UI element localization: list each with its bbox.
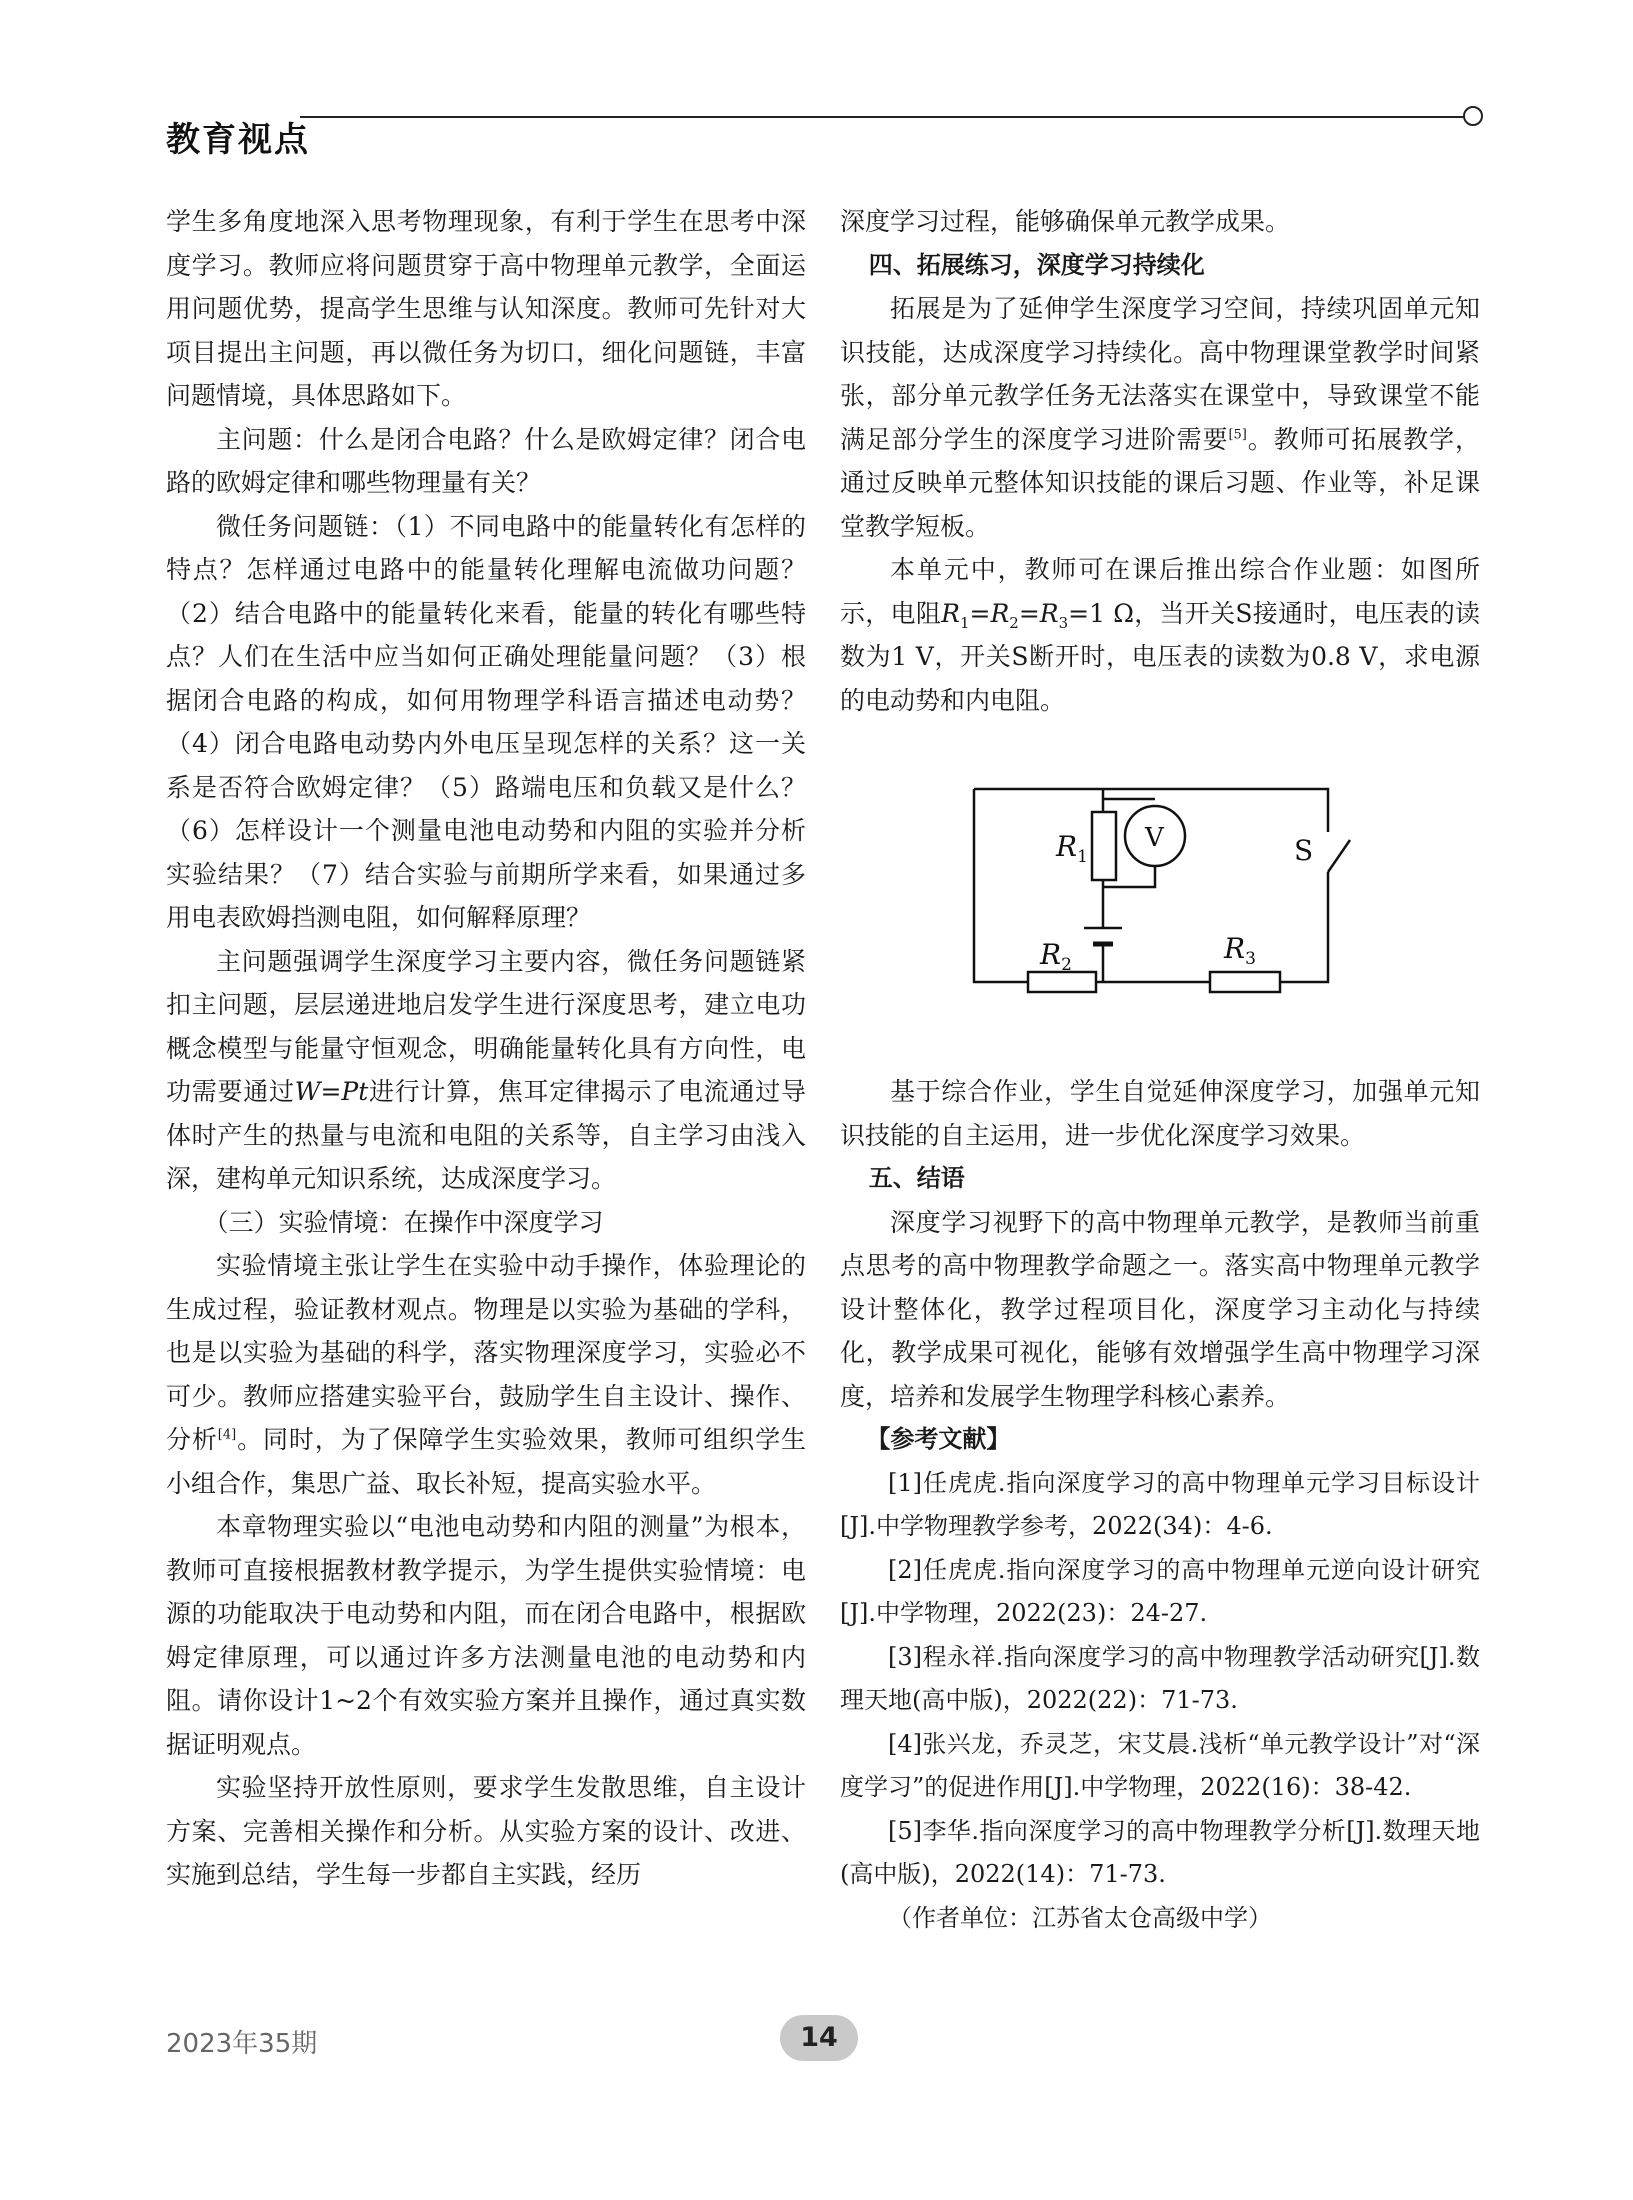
- paragraph: 深度学习过程，能够确保单元教学成果。: [840, 207, 1291, 236]
- circuit-svg: [840, 732, 1480, 1062]
- paragraph: 深度学习视野下的高中物理单元教学，是教师当前重点思考的高中物理教学命题之一。落实高中物理单元教学设计整体化，教学过程项目化，深度学习主动化与持续化，教学成果可视化，能够有效增强学生高中物理学习深度，培养和发展学生物理学科核心素养。: [840, 1207, 1480, 1411]
- header-rule: [300, 116, 1465, 118]
- paragraph: 学生多角度地深入思考物理现象，有利于学生在思考中深度学习。教师应将问题贯穿于高中物理单元教学，全面运用问题优势，提高学生思维与认知深度。教师可先针对大项目提出主问题，再以微任务为切口，细化问题链，丰富问题情境，具体思路如下。: [166, 207, 806, 410]
- paragraph: 主问题：什么是闭合电路？什么是欧姆定律？闭合电路的欧姆定律和哪些物理量有关？: [166, 424, 806, 497]
- label-r1: [1055, 830, 1088, 867]
- paragraph: 微任务问题链：（1）不同电路中的能量转化有怎样的特点？怎样通过电路中的能量转化理解电流做功问题？（2）结合电路中的能量转化来看，能量的转化有哪些特点？人们在生活中应当如何正确处理能量问题？（3）根据闭合电路的构成，如何用物理学科语言描述电动势？（4）闭合电路电动势内外电压呈现怎样的关系？这一关系是否符合欧姆定律？（5）路端电压和负载又是什么？（6）怎样设计一个测量电池电动势和内阻的实验并分析实验结果？（7）结合实验与前期所学来看，如果通过多用电表欧姆挡测电阻，如何解释原理？: [166, 511, 806, 932]
- resistor-r3: [1210, 972, 1280, 992]
- label-r3-letter: R: [1224, 932, 1246, 965]
- text-run: =1 Ω，当开关S接通时，电压表的读数为1 V，开关S断开时，电压表的读数为0.8 V，求电源的电动势和内电阻。: [840, 598, 1480, 715]
- text-run: 进行计算，焦耳定律揭示了电流通过导体时产生的热量与电流和电阻的关系等，自主学习由浅入深，建构单元知识系统，达成深度学习。: [166, 1077, 806, 1193]
- wire-v-bottom: [1103, 866, 1155, 887]
- text-run: 主问题强调学生深度学习主要内容，微任务问题链紧扣主问题，层层递进地启发学生进行深度思考，建立电功概念模型与能量守恒观念，明确能量转化具有方向性，电功需要通过: [166, 946, 806, 1106]
- reference-item: [3]程永祥.指向深度学习的高中物理教学活动研究[J].数理天地(高中版)，2022(22)：71-73.: [840, 1642, 1480, 1714]
- paragraph: 本章物理实验以“电池电动势和内阻的测量”为根本，教师可直接根据教材教学提示，为学生提供实验情境：电源的功能取决于电动势和内阻，而在闭合电路中，根据欧姆定律原理，可以通过许多方法测量电池的电动势和内阻。请你设计1~2个有效实验方案并且操作，通过真实数据证明观点。: [166, 1512, 806, 1759]
- label-r2-sub: 2: [1061, 955, 1072, 975]
- reference-item: [5]李华.指向深度学习的高中物理教学分析[J].数理天地(高中版)，2022(14)：71-73.: [840, 1816, 1480, 1888]
- text-run: 实验情境主张让学生在实验中动手操作，体验理论的生成过程，验证教材观点。物理是以实验为基础的学科，也是以实验为基础的科学，落实物理深度学习，实验必不可少。教师应搭建实验平台，鼓励学生自主设计、操作、分析: [166, 1251, 806, 1454]
- wire-left-top: [974, 789, 1028, 982]
- label-r3-sub: 3: [1245, 949, 1256, 969]
- reference-item: [4]张兴龙，乔灵芝，宋艾晨.浅析“单元教学设计”对“深度学习”的促进作用[J].中学物理，2022(16)：38-42.: [840, 1729, 1480, 1801]
- switch-arm: [1328, 840, 1350, 872]
- label-r3: [1223, 932, 1256, 969]
- paragraph: 基于综合作业，学生自觉延伸深度学习，加强单元知识技能的自主运用，进一步优化深度学习效果。: [840, 1077, 1480, 1150]
- var-r: R: [1039, 598, 1059, 628]
- paragraph: [840, 548, 1480, 722]
- wire-right-bottom: [1280, 872, 1328, 982]
- section-title: 教育视点: [166, 120, 310, 160]
- citation: [5]: [1228, 427, 1247, 443]
- var-r: R: [990, 598, 1010, 628]
- text-run: 拓展是为了延伸学生深度学习空间，持续巩固单元知识技能，达成深度学习持续化。高中物理课堂教学时间紧张，部分单元教学任务无法落实在课堂中，导致课堂不能满足部分学生的深度学习进阶需要: [840, 294, 1480, 454]
- issue-label: 2023年35期: [166, 2029, 318, 2059]
- label-r1-letter: R: [1056, 830, 1078, 863]
- label-voltmeter: V: [1145, 823, 1164, 853]
- subscript: 3: [1058, 613, 1069, 632]
- sub-heading: （三）实验情境：在操作中深度学习: [203, 1207, 604, 1237]
- resistor-r1: [1092, 812, 1116, 880]
- paragraph: [166, 1244, 806, 1505]
- equals-sign: =: [1018, 598, 1040, 628]
- label-r2: [1039, 938, 1072, 975]
- section-heading: 五、结语: [868, 1164, 965, 1192]
- author-unit: （作者单位：江苏省太仓高级中学）: [888, 1903, 1272, 1932]
- var-r: R: [941, 598, 960, 628]
- paragraph: [840, 287, 1480, 548]
- page-number: 14: [780, 2015, 858, 2061]
- text-run: 本单元中，教师可在课后推出综合作业题：如图所示，电阻: [840, 555, 1480, 628]
- formula: W=Pt: [294, 1077, 369, 1106]
- section-heading: 四、拓展练习，深度学习持续化: [868, 250, 1205, 279]
- reference-item: [2]任虎虎.指向深度学习的高中物理单元逆向设计研究[J].中学物理，2022(23)：24-27.: [840, 1555, 1480, 1627]
- circuit-diagram: [840, 732, 1480, 1062]
- resistor-r2: [1028, 972, 1096, 992]
- paragraph: 实验坚持开放性原则，要求学生发散思维，自主设计方案、完善相关操作和分析。从实验方案的设计、改进、实施到总结，学生每一步都自主实践，经历: [166, 1773, 806, 1889]
- header-circle-ornament: [1463, 106, 1483, 126]
- references-heading: 【参考文献】: [866, 1425, 1011, 1453]
- label-switch: S: [1294, 834, 1314, 867]
- text-run: 。教师可拓展教学，通过反映单元整体知识技能的课后习题、作业等，补足课堂教学短板。: [840, 424, 1480, 541]
- paragraph: [166, 940, 806, 1201]
- reference-item: [1]任虎虎.指向深度学习的高中物理单元学习目标设计[J].中学物理教学参考，2022(34)：4-6.: [840, 1468, 1480, 1540]
- label-r1-sub: 1: [1077, 847, 1088, 867]
- label-r2-letter: R: [1040, 938, 1062, 971]
- equals-sign: =: [969, 598, 991, 628]
- subscript: 1: [959, 613, 970, 632]
- right-column: [840, 200, 1480, 1940]
- left-column: [166, 200, 806, 1897]
- text-run: 。同时，为了保障学生实验效果，教师可组织学生小组合作，集思广益、取长补短，提高实验水平。: [166, 1425, 806, 1498]
- subscript: 2: [1009, 613, 1019, 632]
- citation: [4]: [217, 1427, 237, 1443]
